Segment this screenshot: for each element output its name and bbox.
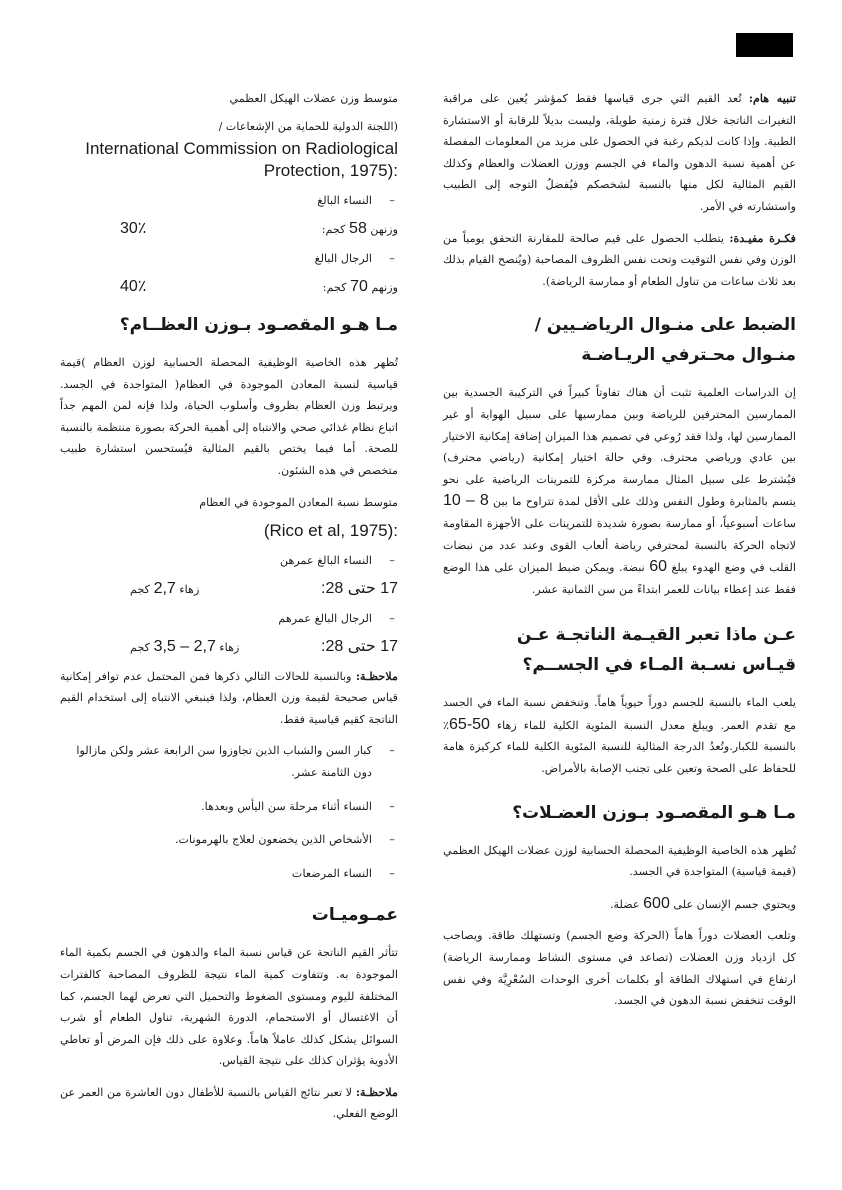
water-paragraph: يلعب الماء بالنسبة للجسم دوراً حيوياً هاماً. وتنخفض نسبة الماء في الجسد مع تقدم العمر. ويبلغ معدل النسبة المئوية الكلية للماء زهاء 50-65٪ بالنسبة للكبار.وتُعدُ الدرجة المثالية للنسبة المئوية الكلية للماء كركيزة هامة للحفاظ على الصحة وتعين على تجنب الإصابة بالأمراض. (443, 696, 796, 776)
dash-bullet-icon: – (389, 194, 395, 207)
muscle-paragraph-1: تُظهر هذه الخاصية الوظيفية المحصلة الحسابية لوزن عضلات الهيكل العظمي (قيمة قياسية) المتواجدة في الجسد. (443, 843, 796, 879)
exception-item: – النساء أثناء مرحلة سن اليأس وبعدها. (60, 796, 398, 818)
general-paragraph: تتأثر القيم الناتجة عن قياس نسبة الماء والدهون في الجسم بكمية الماء الموجودة به. وتتفاوت كمية الماء نتيجة للظروف المصاحبة كالفترات المختلفة لليوم ومستوى الضغوط والتحميل التي تعرض لهما الجسم، كما أن الاغتسال أو الاستحمام، الدورة الشهرية، تناول الطعام أو شرب السوائل يشكل كذلك عاملاً هاماً. وعلاوة على ذلك فإن المرض أو تعاطي الأدوية يؤثران كذلك على نتيجة القياس. (60, 946, 398, 1068)
muscle-avg-title: متوسط وزن عضلات الهيكل العظمي (229, 92, 398, 105)
note-label: ملاحظـة: (355, 668, 398, 683)
dash-bullet-icon: – (389, 611, 395, 625)
dash-bullet-icon: – (389, 866, 395, 880)
athlete-heading: الضبط على منـوال الرياضـيين / منـوال محـترفي الريـاضـة (534, 315, 796, 366)
bone-avg-title: متوسط نسبة المعادن الموجودة في العظام (199, 495, 398, 509)
left-column (60, 88, 398, 1135)
muscle-heading: مـا هـو المقصـود بـوزن العضـلات؟ (512, 802, 796, 823)
bone-heading: مـا هـو المقصـود بـوزن العظــام؟ (119, 315, 398, 335)
note-label: ملاحظـة: (355, 1084, 398, 1099)
athlete-paragraph: إن الدراسات العلمية تثبت أن هناك تفاوتاً كبيراً في التركيبة الجسدية بين الممارسين المحترفين للرياضة وبين ممارسيها على سبيل الهواية أو غير الممارسين لها، ولذا فقد رُوعي في تصميم هذا الميزان إضافة إمكانية الاختيار بين عادي ورياضي محترف. وفي حالة اختيار إمكانية (رياضي محترف) فيُشترط على سبيل المثال ممارسة مركزة للتمرينات الرياضية على نحو يتسم بالمثابرة وطول النفس وذلك على الأقل لمدة تتراوح ما بين 8 – 10 ساعات أسبوعياً، أو ممارسة بصورة شديدة للتمرينات على الأجهزة المقاومة لاتجاه الحركة بالنسبة لمحترفي رياضة ألعاب القوى وعند عدد من نبضات القلب في وضع الهدوء يبلغ 60 نبضة. ويمكن ضبط الميزان على هذا الوضع فقط عند إعطاء بيانات للعمر ابتداءً من سن الثمانية عشر. (443, 386, 796, 596)
note-paragraph-2: ملاحظـة: لا تعبر نتائج القياس بالنسبة للأطفال دون العاشرة من العمر عن الوضع الفعلي. (60, 1084, 398, 1121)
muscle-women-percent: 30٪ (120, 220, 147, 237)
page-tab-marker (736, 33, 793, 57)
exception-item: – النساء المرضعات (60, 863, 398, 885)
muscle-avg-source-en: International Commission on Radiological Protection, 1975): (85, 139, 398, 180)
dash-bullet-icon: – (389, 252, 395, 265)
note-paragraph-1: ملاحظـة: وبالنسبة للحالات التالي ذكرها فمن المحتمل عدم توافر إمكانية قياس صحيحة لقيمة وزن العظام، ولذا فينبغي الانتباه إلى استخدام القيم الناتجة كقيم قياسية فقط. (60, 668, 398, 726)
muscle-men-item: – الرجال البالغ (60, 248, 398, 270)
right-column (443, 88, 796, 1022)
muscle-women-values: وزنهن 58 كجم: 30٪ (120, 220, 398, 237)
general-heading: عمـوميـات (311, 905, 398, 926)
exception-item: – كبار السن والشباب الذين تجاوزوا سن الرابعة عشر ولكن مازالوا دون الثامنة عشر. (60, 740, 398, 783)
dash-bullet-icon: – (389, 833, 395, 847)
bone-avg-source: (Rico et al, 1975): (263, 520, 398, 540)
muscle-avg-source-ar: (اللجنة الدولية للحماية من الإشعاعات / (218, 120, 398, 133)
tip-paragraph: فكـرة مفيـدة: يتطلب الحصول على قيم صالحة للمقارنة التحقق يومياً من الوزن وفي نفس التوقيت وتحت نفس الظروف المصاحبة (ويُنصح القيام بذلك بعد ثلاث ساعات من تناول الطعام أو ممارسة الرياضة). (443, 230, 796, 288)
muscle-paragraph-3: وتلعب العضلات دوراً هاماً (الحركة وضع الجسم) وتستهلك طاقة. ويصاحب كل ازدياد وزن العضلات (تصاعد في مستوى النشاط وممارسة الرياضة) ارتفاع في استهلاك الطاقة أو بكلمات أخرى الوحدات السُعْرِيَّة وفي نفس الوقت تنخفض نسبة الدهون في الجسد. (443, 929, 796, 1008)
bone-women-item: – النساء البالغ عمرهن (60, 550, 398, 572)
muscle-men-percent: 40٪ (120, 278, 147, 295)
dash-bullet-icon: – (389, 799, 395, 813)
exception-item: – الأشخاص الذين يخضعون لعلاج بالهرمونات. (60, 829, 398, 851)
pulse-value: 60 (649, 558, 668, 576)
dash-bullet-icon: – (389, 744, 395, 758)
muscle-men-values: وزنهم 70 كجم: 40٪ (120, 278, 398, 295)
bone-paragraph: تُظهر هذه الخاصية الوظيفية المحصلة الحسابية لوزن العظام )قيمة قياسية لنسبة المعادن الموجودة في العظام( المتواجدة في الجسد. ويرتبط وزن العظام بظروف وأسلوب الحياة، ولذا فإنه لمن المهم جداً اتباع نظام غذائي صحي والانتباه إلى أهمية الحركة بصورة منتظمة بالنسبة للصحة. أما فيما يختص بالقيم المثالية فيُستحسن استشارة طبيب متخصص في هذه الشئون. (60, 356, 398, 477)
water-range: 50-65 (449, 715, 490, 733)
muscle-count: 600 (643, 894, 670, 912)
muscle-paragraph-2: ويحتوي جسم الإنسان على 600 عضلة. (609, 894, 796, 912)
water-heading: عـن ماذا تعبر القيـمة الناتجـة عـن قيـاس نسـبة المـاء في الجســم؟ (516, 625, 796, 676)
tip-label: فكـرة مفيـدة: (729, 230, 796, 245)
hours-range: 8 – 10 (443, 492, 489, 510)
bone-women-values: 17 حتى 28: زهاء 2,7 كجم (130, 579, 398, 597)
bone-men-item: – الرجال البالغ عمرهم (60, 608, 398, 630)
dash-bullet-icon: – (389, 553, 395, 567)
warning-paragraph: تنبيه هام: تُعد القيم التي جرى قياسها فقط كمؤشر يُعين على مراقبة التغيرات الناتجة خلال فترة زمنية طويلة، وليست بديلاً للرقابة أو الاستشارة الطبية. وإذا كانت لديكم رغبة في الحصول على مزيد من المعلومات المفصلة عن أهمية نسبة الدهون والماء في الجسم ووزن العضلات والعظام وكذلك القيم المثالية لكل منها بالنسبة لشخصكم فيُفضلُ التوجه إلى الطبيب واستشارته في الأمر. (443, 91, 796, 213)
warning-label: تنبيه هام: (748, 91, 796, 105)
bone-men-values: 17 حتى 28: زهاء 2,7 – 3,5 كجم (130, 637, 398, 655)
muscle-women-item: – النساء البالغ (60, 190, 398, 212)
